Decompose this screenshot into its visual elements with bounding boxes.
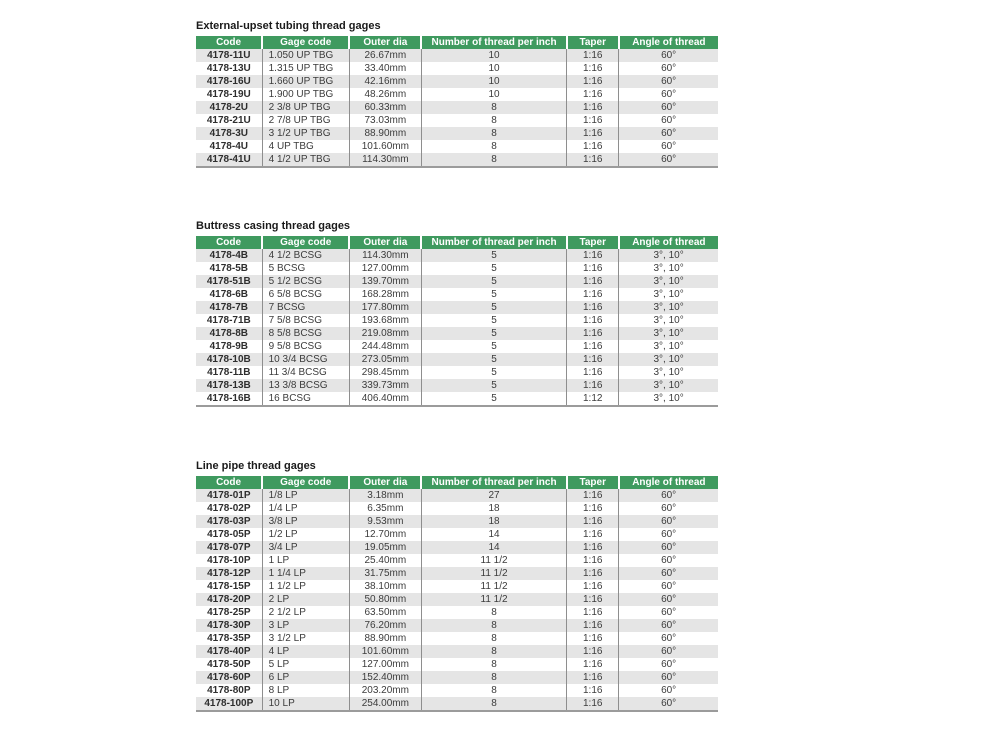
table-cell: 8 bbox=[421, 671, 566, 684]
table-cell: 60° bbox=[619, 49, 718, 62]
table-row bbox=[196, 101, 718, 114]
table-cell: 60.33mm bbox=[349, 101, 421, 114]
table-cell: 5 bbox=[421, 340, 566, 353]
table-cell: 1:16 bbox=[567, 262, 619, 275]
table-cell: 60° bbox=[619, 75, 718, 88]
table-cell: 4178-02P bbox=[196, 502, 262, 515]
table-cell: 3°, 10° bbox=[619, 366, 718, 379]
table-cell: 101.60mm bbox=[349, 140, 421, 153]
table-cell: 4 1/2 UP TBG bbox=[262, 153, 349, 167]
table-cell: 18 bbox=[421, 515, 566, 528]
table-cell: 60° bbox=[619, 140, 718, 153]
table-cell: 1/2 LP bbox=[262, 528, 349, 541]
column-header: Taper bbox=[567, 236, 619, 249]
table-cell: 1:16 bbox=[567, 645, 619, 658]
table-cell: 76.20mm bbox=[349, 619, 421, 632]
table-cell: 25.40mm bbox=[349, 554, 421, 567]
table-cell: 63.50mm bbox=[349, 606, 421, 619]
table-cell: 1:16 bbox=[567, 515, 619, 528]
table-cell: 1:16 bbox=[567, 288, 619, 301]
table-cell: 1:16 bbox=[567, 114, 619, 127]
table-cell: 4178-4U bbox=[196, 140, 262, 153]
table-cell: 11 1/2 bbox=[421, 593, 566, 606]
table-cell: 1:16 bbox=[567, 619, 619, 632]
table-cell: 5 bbox=[421, 353, 566, 366]
table-cell: 4178-71B bbox=[196, 314, 262, 327]
table-cell: 8 bbox=[421, 684, 566, 697]
gage-table-line-pipe bbox=[196, 476, 718, 712]
table-title: External-upset tubing thread gages bbox=[196, 20, 381, 32]
table-cell: 7 5/8 BCSG bbox=[262, 314, 349, 327]
column-header: Code bbox=[196, 236, 262, 249]
table-cell: 11 1/2 bbox=[421, 554, 566, 567]
table-cell: 4178-21U bbox=[196, 114, 262, 127]
table-cell: 9.53mm bbox=[349, 515, 421, 528]
table-row bbox=[196, 275, 718, 288]
table-row bbox=[196, 49, 718, 62]
table-cell: 4178-03P bbox=[196, 515, 262, 528]
header-row bbox=[196, 476, 718, 489]
table-cell: 4178-50P bbox=[196, 658, 262, 671]
table-cell: 8 bbox=[421, 619, 566, 632]
table-row bbox=[196, 392, 718, 406]
table-cell: 4178-30P bbox=[196, 619, 262, 632]
table-cell: 60° bbox=[619, 502, 718, 515]
table-row bbox=[196, 62, 718, 75]
table-cell: 60° bbox=[619, 645, 718, 658]
table-row bbox=[196, 697, 718, 711]
table-row bbox=[196, 645, 718, 658]
table-cell: 5 bbox=[421, 301, 566, 314]
table-cell: 4178-01P bbox=[196, 489, 262, 502]
table-cell: 406.40mm bbox=[349, 392, 421, 406]
table-cell: 10 bbox=[421, 49, 566, 62]
table-cell: 3°, 10° bbox=[619, 392, 718, 406]
table-cell: 203.20mm bbox=[349, 684, 421, 697]
table-cell: 8 bbox=[421, 606, 566, 619]
table-cell: 5 LP bbox=[262, 658, 349, 671]
table-row bbox=[196, 153, 718, 167]
table-cell: 26.67mm bbox=[349, 49, 421, 62]
table-cell: 11 1/2 bbox=[421, 580, 566, 593]
table-row bbox=[196, 140, 718, 153]
table-cell: 1 1/2 LP bbox=[262, 580, 349, 593]
table-cell: 3 LP bbox=[262, 619, 349, 632]
table-cell: 5 1/2 BCSG bbox=[262, 275, 349, 288]
table-cell: 152.40mm bbox=[349, 671, 421, 684]
header-row bbox=[196, 236, 718, 249]
column-header: Outer dia bbox=[349, 236, 421, 249]
table-cell: 114.30mm bbox=[349, 249, 421, 262]
table-cell: 1:16 bbox=[567, 567, 619, 580]
table-title: Buttress casing thread gages bbox=[196, 220, 351, 232]
table-cell: 8 bbox=[421, 140, 566, 153]
table-cell: 4178-100P bbox=[196, 697, 262, 711]
table-cell: 3°, 10° bbox=[619, 288, 718, 301]
table-row bbox=[196, 114, 718, 127]
table-row bbox=[196, 288, 718, 301]
table-row bbox=[196, 580, 718, 593]
table-row bbox=[196, 340, 718, 353]
table-cell: 8 bbox=[421, 632, 566, 645]
table-cell: 1:16 bbox=[567, 528, 619, 541]
table-cell: 1.660 UP TBG bbox=[262, 75, 349, 88]
table-cell: 12.70mm bbox=[349, 528, 421, 541]
table-row bbox=[196, 515, 718, 528]
table-cell: 1:16 bbox=[567, 489, 619, 502]
table-cell: 1:16 bbox=[567, 301, 619, 314]
table-cell: 14 bbox=[421, 528, 566, 541]
table-cell: 1:16 bbox=[567, 593, 619, 606]
table-cell: 60° bbox=[619, 515, 718, 528]
table-cell: 4178-05P bbox=[196, 528, 262, 541]
table-cell: 60° bbox=[619, 541, 718, 554]
table-cell: 8 LP bbox=[262, 684, 349, 697]
table-cell: 60° bbox=[619, 528, 718, 541]
table-cell: 5 BCSG bbox=[262, 262, 349, 275]
table-cell: 4178-9B bbox=[196, 340, 262, 353]
section-buttress-casing bbox=[196, 220, 718, 407]
table-cell: 1:16 bbox=[567, 606, 619, 619]
table-cell: 3°, 10° bbox=[619, 262, 718, 275]
table-cell: 60° bbox=[619, 62, 718, 75]
table-cell: 31.75mm bbox=[349, 567, 421, 580]
table-cell: 168.28mm bbox=[349, 288, 421, 301]
table-cell: 60° bbox=[619, 554, 718, 567]
table-cell: 1:16 bbox=[567, 353, 619, 366]
table-cell: 4178-15P bbox=[196, 580, 262, 593]
table-cell: 3°, 10° bbox=[619, 340, 718, 353]
table-cell: 60° bbox=[619, 88, 718, 101]
table-cell: 139.70mm bbox=[349, 275, 421, 288]
table-row bbox=[196, 327, 718, 340]
table-cell: 1:16 bbox=[567, 502, 619, 515]
table-cell: 1:16 bbox=[567, 658, 619, 671]
table-cell: 193.68mm bbox=[349, 314, 421, 327]
table-cell: 4178-80P bbox=[196, 684, 262, 697]
column-header: Angle of thread bbox=[619, 36, 718, 49]
table-cell: 5 bbox=[421, 275, 566, 288]
table-cell: 60° bbox=[619, 684, 718, 697]
table-cell: 4178-8B bbox=[196, 327, 262, 340]
table-cell: 60° bbox=[619, 697, 718, 711]
table-cell: 3°, 10° bbox=[619, 314, 718, 327]
table-row bbox=[196, 671, 718, 684]
table-cell: 114.30mm bbox=[349, 153, 421, 167]
table-cell: 4178-51B bbox=[196, 275, 262, 288]
table-cell: 1:16 bbox=[567, 314, 619, 327]
table-cell: 6.35mm bbox=[349, 502, 421, 515]
column-header: Gage code bbox=[262, 36, 349, 49]
table-cell: 4178-20P bbox=[196, 593, 262, 606]
table-cell: 1:12 bbox=[567, 392, 619, 406]
table-cell: 5 bbox=[421, 366, 566, 379]
table-cell: 4178-40P bbox=[196, 645, 262, 658]
table-cell: 1:16 bbox=[567, 62, 619, 75]
section-external-upset-tubing bbox=[196, 20, 718, 168]
table-cell: 88.90mm bbox=[349, 632, 421, 645]
table-cell: 60° bbox=[619, 580, 718, 593]
table-cell: 1.050 UP TBG bbox=[262, 49, 349, 62]
table-cell: 10 LP bbox=[262, 697, 349, 711]
table-cell: 1:16 bbox=[567, 541, 619, 554]
table-cell: 1:16 bbox=[567, 75, 619, 88]
table-cell: 3°, 10° bbox=[619, 275, 718, 288]
table-cell: 127.00mm bbox=[349, 658, 421, 671]
column-header: Number of thread per inch bbox=[421, 236, 566, 249]
section-line-pipe bbox=[196, 460, 718, 712]
table-cell: 3/4 LP bbox=[262, 541, 349, 554]
table-cell: 1:16 bbox=[567, 140, 619, 153]
table-cell: 4178-10P bbox=[196, 554, 262, 567]
table-cell: 60° bbox=[619, 593, 718, 606]
column-header: Outer dia bbox=[349, 476, 421, 489]
table-cell: 38.10mm bbox=[349, 580, 421, 593]
table-cell: 127.00mm bbox=[349, 262, 421, 275]
table-cell: 60° bbox=[619, 101, 718, 114]
table-cell: 1:16 bbox=[567, 327, 619, 340]
table-row bbox=[196, 379, 718, 392]
table-cell: 8 bbox=[421, 153, 566, 167]
table-cell: 3/8 LP bbox=[262, 515, 349, 528]
table-cell: 60° bbox=[619, 671, 718, 684]
table-cell: 5 bbox=[421, 249, 566, 262]
table-cell: 9 5/8 BCSG bbox=[262, 340, 349, 353]
column-header: Code bbox=[196, 36, 262, 49]
table-cell: 6 LP bbox=[262, 671, 349, 684]
table-cell: 219.08mm bbox=[349, 327, 421, 340]
table-cell: 177.80mm bbox=[349, 301, 421, 314]
column-header: Number of thread per inch bbox=[421, 476, 566, 489]
table-cell: 1/8 LP bbox=[262, 489, 349, 502]
table-cell: 3°, 10° bbox=[619, 379, 718, 392]
column-header: Gage code bbox=[262, 476, 349, 489]
table-cell: 101.60mm bbox=[349, 645, 421, 658]
table-cell: 60° bbox=[619, 658, 718, 671]
table-cell: 11 3/4 BCSG bbox=[262, 366, 349, 379]
table-cell: 7 BCSG bbox=[262, 301, 349, 314]
table-cell: 19.05mm bbox=[349, 541, 421, 554]
table-row bbox=[196, 262, 718, 275]
table-cell: 1:16 bbox=[567, 249, 619, 262]
table-cell: 60° bbox=[619, 114, 718, 127]
table-cell: 8 5/8 BCSG bbox=[262, 327, 349, 340]
table-cell: 4178-12P bbox=[196, 567, 262, 580]
table-row bbox=[196, 502, 718, 515]
table-cell: 1/4 LP bbox=[262, 502, 349, 515]
table-row bbox=[196, 554, 718, 567]
column-header: Code bbox=[196, 476, 262, 489]
table-cell: 3°, 10° bbox=[619, 249, 718, 262]
header-row bbox=[196, 36, 718, 49]
table-cell: 1 1/4 LP bbox=[262, 567, 349, 580]
table-cell: 1:16 bbox=[567, 697, 619, 711]
table-row bbox=[196, 353, 718, 366]
table-cell: 1:16 bbox=[567, 153, 619, 167]
table-row bbox=[196, 619, 718, 632]
table-cell: 13 3/8 BCSG bbox=[262, 379, 349, 392]
table-cell: 10 3/4 BCSG bbox=[262, 353, 349, 366]
table-cell: 1:16 bbox=[567, 554, 619, 567]
table-cell: 1:16 bbox=[567, 671, 619, 684]
table-cell: 10 bbox=[421, 88, 566, 101]
table-row bbox=[196, 684, 718, 697]
table-cell: 1:16 bbox=[567, 275, 619, 288]
table-cell: 298.45mm bbox=[349, 366, 421, 379]
table-cell: 60° bbox=[619, 153, 718, 167]
table-cell: 4178-13U bbox=[196, 62, 262, 75]
table-cell: 3.18mm bbox=[349, 489, 421, 502]
table-cell: 88.90mm bbox=[349, 127, 421, 140]
gage-table-external-upset-tubing bbox=[196, 36, 718, 168]
table-cell: 4 UP TBG bbox=[262, 140, 349, 153]
table-cell: 4178-11B bbox=[196, 366, 262, 379]
table-cell: 4178-10B bbox=[196, 353, 262, 366]
table-cell: 4178-7B bbox=[196, 301, 262, 314]
table-cell: 2 3/8 UP TBG bbox=[262, 101, 349, 114]
table-cell: 5 bbox=[421, 392, 566, 406]
table-cell: 5 bbox=[421, 327, 566, 340]
table-cell: 4178-6B bbox=[196, 288, 262, 301]
table-cell: 8 bbox=[421, 697, 566, 711]
table-cell: 11 1/2 bbox=[421, 567, 566, 580]
table-row bbox=[196, 366, 718, 379]
column-header: Angle of thread bbox=[619, 476, 718, 489]
table-cell: 3 1/2 UP TBG bbox=[262, 127, 349, 140]
table-row bbox=[196, 593, 718, 606]
table-cell: 1.900 UP TBG bbox=[262, 88, 349, 101]
table-cell: 4178-16B bbox=[196, 392, 262, 406]
table-cell: 4178-25P bbox=[196, 606, 262, 619]
table-cell: 4178-41U bbox=[196, 153, 262, 167]
table-cell: 4178-35P bbox=[196, 632, 262, 645]
table-cell: 6 5/8 BCSG bbox=[262, 288, 349, 301]
table-cell: 10 bbox=[421, 75, 566, 88]
table-cell: 3°, 10° bbox=[619, 327, 718, 340]
table-row bbox=[196, 567, 718, 580]
table-cell: 60° bbox=[619, 606, 718, 619]
table-row bbox=[196, 606, 718, 619]
column-header: Taper bbox=[567, 476, 619, 489]
table-cell: 50.80mm bbox=[349, 593, 421, 606]
table-cell: 4178-19U bbox=[196, 88, 262, 101]
table-cell: 3 1/2 LP bbox=[262, 632, 349, 645]
table-cell: 4178-60P bbox=[196, 671, 262, 684]
table-cell: 1:16 bbox=[567, 580, 619, 593]
table-row bbox=[196, 75, 718, 88]
table-cell: 244.48mm bbox=[349, 340, 421, 353]
table-row bbox=[196, 88, 718, 101]
table-cell: 10 bbox=[421, 62, 566, 75]
table-cell: 1:16 bbox=[567, 366, 619, 379]
table-cell: 5 bbox=[421, 379, 566, 392]
table-cell: 1 LP bbox=[262, 554, 349, 567]
table-cell: 1:16 bbox=[567, 379, 619, 392]
table-cell: 8 bbox=[421, 658, 566, 671]
table-cell: 4 1/2 BCSG bbox=[262, 249, 349, 262]
table-row bbox=[196, 489, 718, 502]
table-row bbox=[196, 658, 718, 671]
table-cell: 1:16 bbox=[567, 684, 619, 697]
table-cell: 5 bbox=[421, 314, 566, 327]
table-row bbox=[196, 528, 718, 541]
table-cell: 5 bbox=[421, 262, 566, 275]
table-cell: 8 bbox=[421, 645, 566, 658]
table-cell: 273.05mm bbox=[349, 353, 421, 366]
table-cell: 18 bbox=[421, 502, 566, 515]
table-cell: 4178-13B bbox=[196, 379, 262, 392]
table-cell: 4178-2U bbox=[196, 101, 262, 114]
table-cell: 2 LP bbox=[262, 593, 349, 606]
table-row bbox=[196, 127, 718, 140]
table-row bbox=[196, 249, 718, 262]
table-cell: 1:16 bbox=[567, 49, 619, 62]
table-cell: 60° bbox=[619, 619, 718, 632]
table-cell: 73.03mm bbox=[349, 114, 421, 127]
table-cell: 339.73mm bbox=[349, 379, 421, 392]
table-cell: 27 bbox=[421, 489, 566, 502]
table-cell: 4178-11U bbox=[196, 49, 262, 62]
table-cell: 1:16 bbox=[567, 127, 619, 140]
gage-table-buttress-casing bbox=[196, 236, 718, 407]
table-cell: 33.40mm bbox=[349, 62, 421, 75]
table-cell: 1.315 UP TBG bbox=[262, 62, 349, 75]
table-cell: 4 LP bbox=[262, 645, 349, 658]
table-row bbox=[196, 541, 718, 554]
table-cell: 2 7/8 UP TBG bbox=[262, 114, 349, 127]
table-cell: 3°, 10° bbox=[619, 353, 718, 366]
table-cell: 42.16mm bbox=[349, 75, 421, 88]
table-cell: 4178-16U bbox=[196, 75, 262, 88]
table-row bbox=[196, 301, 718, 314]
table-cell: 4178-07P bbox=[196, 541, 262, 554]
table-cell: 14 bbox=[421, 541, 566, 554]
table-cell: 48.26mm bbox=[349, 88, 421, 101]
table-title: Line pipe thread gages bbox=[196, 460, 316, 472]
table-cell: 8 bbox=[421, 101, 566, 114]
table-cell: 1:16 bbox=[567, 632, 619, 645]
table-cell: 254.00mm bbox=[349, 697, 421, 711]
table-cell: 1:16 bbox=[567, 88, 619, 101]
table-cell: 4178-3U bbox=[196, 127, 262, 140]
table-cell: 3°, 10° bbox=[619, 301, 718, 314]
table-cell: 60° bbox=[619, 127, 718, 140]
table-cell: 16 BCSG bbox=[262, 392, 349, 406]
column-header: Outer dia bbox=[349, 36, 421, 49]
table-cell: 8 bbox=[421, 127, 566, 140]
table-cell: 1:16 bbox=[567, 340, 619, 353]
column-header: Angle of thread bbox=[619, 236, 718, 249]
table-cell: 60° bbox=[619, 567, 718, 580]
table-cell: 8 bbox=[421, 114, 566, 127]
table-cell: 2 1/2 LP bbox=[262, 606, 349, 619]
column-header: Taper bbox=[567, 36, 619, 49]
table-cell: 1:16 bbox=[567, 101, 619, 114]
column-header: Gage code bbox=[262, 236, 349, 249]
table-cell: 5 bbox=[421, 288, 566, 301]
column-header: Number of thread per inch bbox=[421, 36, 566, 49]
table-row bbox=[196, 632, 718, 645]
table-row bbox=[196, 314, 718, 327]
table-cell: 60° bbox=[619, 632, 718, 645]
table-cell: 4178-5B bbox=[196, 262, 262, 275]
table-cell: 60° bbox=[619, 489, 718, 502]
table-cell: 4178-4B bbox=[196, 249, 262, 262]
